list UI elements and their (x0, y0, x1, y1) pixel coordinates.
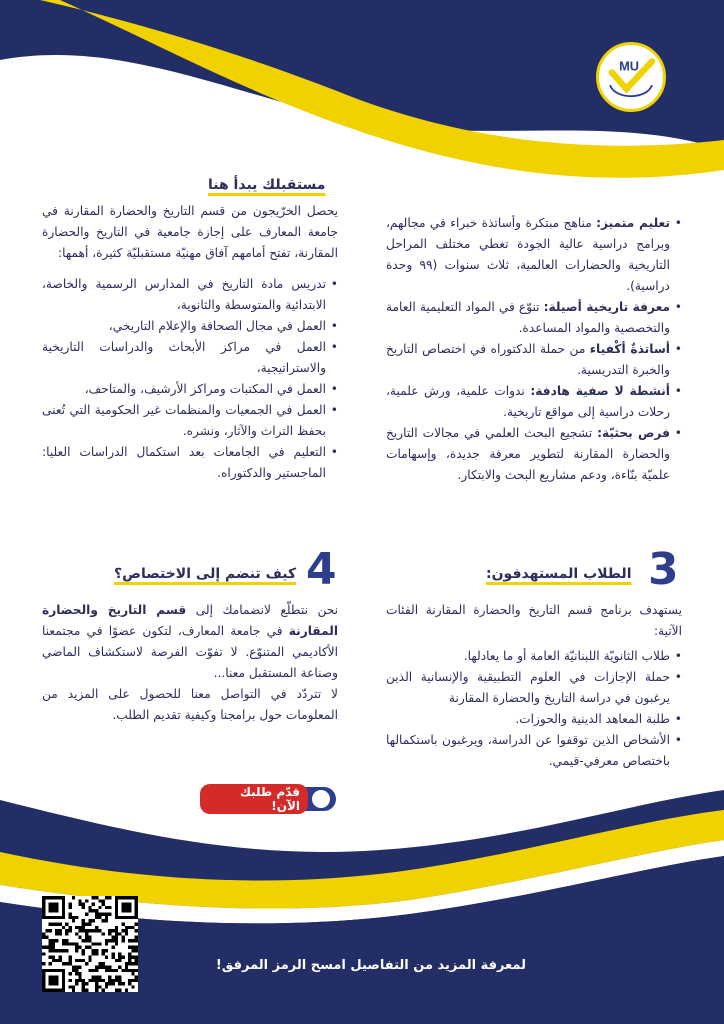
footer-text: لمعرفة المزيد من التفاصيل امسح الرمز المرفق! (215, 958, 526, 973)
list-item: • التعليم في الجامعات بعد استكمال الدراسات العليا: الماجستير والدكتوراه. (42, 442, 338, 484)
apply-now-label: قدّم طلبك الآن! (200, 784, 308, 814)
list-item: • العمل في مراكز الأبحاث والدراسات التاريخية والاستراتيجية، (42, 337, 338, 379)
list-item: • العمل في مجال الصحافة والإعلام التاريخي، (42, 316, 338, 337)
qr-code-icon[interactable] (42, 896, 138, 992)
list-item: • فرص بحثيّة: تشجيع البحث العلمي في مجالات التاريخ والحضارة المقارنة لتطوير معرفة جديدة، وإسهامات علميّة بنّاءة، ودعم مشاريع البحث والابتكار. (386, 423, 682, 486)
future-section (42, 201, 338, 484)
list-item: • معرفة تاريخية أصيلة: تنوّع في المواد التعليمية العامة والتخصصية والمواد المساعدة. (386, 297, 682, 339)
list-item: • حملة الإجازات في العلوم التطبيقية والإنسانية الذين يرغبون في دراسة التاريخ والحضارة المقارنة (386, 667, 682, 709)
join-paragraph-2: لا تتردّد في التواصل معنا للحصول على المزيد من المعلومات حول برامجنا وكيفية تقديم الطلب. (42, 687, 338, 722)
list-item: • العمل في المكتبات ومراكز الأرشيف، والمتاحف، (42, 379, 338, 400)
target-list (386, 646, 682, 772)
university-logo-icon (596, 42, 666, 112)
join-section (42, 600, 338, 726)
list-item: • الأشخاص الذين توقفوا عن الدراسة، ويرغبون باستكمالها باختصاص معرفي-قيمي. (386, 730, 682, 772)
list-item: • طلاب الثانويّة اللبنانيّة العامة أو ما يعادلها. (386, 646, 682, 667)
features-section (386, 213, 682, 486)
future-section-title: مستقبلك يبدأ هنا (208, 177, 326, 193)
section-number-3: 3 (648, 544, 679, 595)
logo-initials: MU (619, 58, 640, 74)
list-item: • أساتذةٌ أكْفياء من حملة الدكتوراه في اختصاص التاريخ والخبرة التدريسية. (386, 339, 682, 381)
target-intro: يستهدف برنامج قسم التاريخ والحضارة المقارنة الفئات الآتية: (386, 603, 682, 638)
apply-now-button[interactable] (200, 787, 336, 811)
list-item: • تدريس مادة التاريخ في المدارس الرسمية والخاصة، الابتدائية والمتوسطة والثانوية، (42, 274, 338, 316)
list-item: • تعليم متميز: مناهج مبتكرة وأساتذة خبراء في مجالهم، وبرامج دراسية عالية الجودة تغطي مختلف المراحل التاريخية والحضارات العالمية، ثلاث سنوات (٩٩ وحدة دراسية). (386, 213, 682, 297)
join-paragraph-1: نحن نتطلّع لانضمامك إلى قسم التاريخ والحضارة المقارنة في جامعة المعارف، لتكون عضوًا في مجتمعنا الأكاديمي المتنوّع. لا تفوّت الفرصة لاستكشاف الماضي وصناعة المستقبل معنا... (42, 603, 339, 680)
features-list (386, 213, 682, 486)
list-item: • أنشطة لا صفية هادفة: ندوات علمية، ورش علمية، رحلات دراسية إلى مواقع تاريخية. (386, 381, 682, 423)
target-section-title: الطلاب المستهدفون: (486, 566, 632, 582)
future-intro: يحصل الخرّيجون من قسم التاريخ والحضارة المقارنة في جامعة المعارف على إجازة جامعية في التاريخ والحضارة المقارنة، تفتح أمامهم آفاق مهنيّة مستقبليّة كثيرة، أهمها: (42, 204, 338, 260)
future-list (42, 274, 338, 484)
target-section (386, 600, 682, 772)
list-item: • العمل في الجمعيات والمنظمات غير الحكومية التي تُعنى بحفظ التراث والآثار، ونشره. (42, 400, 338, 442)
cursor-icon (312, 790, 330, 808)
join-section-title: كيف تنضم إلى الاختصاص؟ (114, 566, 297, 582)
list-item: • طلبة المعاهد الدينية والحوزات. (386, 709, 682, 730)
section-number-4: 4 (306, 544, 337, 595)
